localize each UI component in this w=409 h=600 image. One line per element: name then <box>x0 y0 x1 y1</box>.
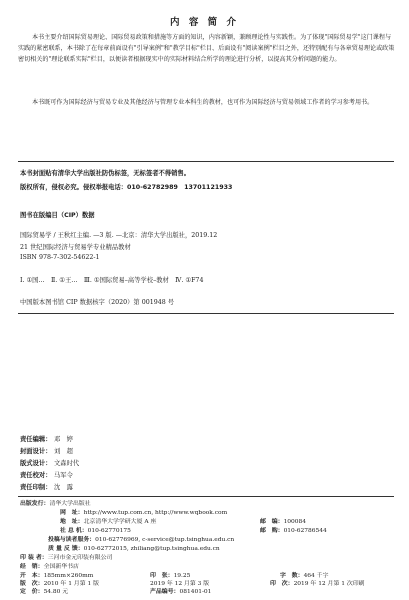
proofreader-value: 马军令 <box>54 472 73 479</box>
intro-paragraph-2: 本书既可作为国际经济与贸易专业及其他经济与管理专业本科生的教材，也可作为国际经济与贸易领域工作者的学习参考用书。 <box>32 99 374 106</box>
cover-design-row <box>20 446 73 455</box>
divider-3 <box>18 496 394 497</box>
mail-order-row <box>260 527 327 535</box>
page-title: 内 容 简 介 <box>170 17 239 28</box>
editor-row <box>20 434 73 443</box>
price-row <box>20 588 68 596</box>
cip-heading: 图书在版编目（CIP）数据 <box>20 212 95 219</box>
sheets-label: 印 张： <box>150 573 174 579</box>
proofreader-row <box>20 470 73 479</box>
edition-label: 版 次： <box>20 581 44 587</box>
zip-row <box>260 518 306 526</box>
distributor-label: 经 销： <box>20 564 44 570</box>
quality-feedback-row <box>48 545 220 553</box>
publisher-row <box>20 500 91 508</box>
cip-record-number: 中国版本图书馆 CIP 数据核字（2020）第 001948 号 <box>20 299 175 306</box>
format-label: 开 本： <box>20 573 44 579</box>
quality-feedback-label: 质 量 反 馈： <box>48 546 84 552</box>
printing-value: 2019 年 12 月第 1 次印刷 <box>293 581 365 587</box>
contribution-label: 投稿与读者服务： <box>48 537 96 543</box>
zip-label: 邮 编： <box>260 519 284 525</box>
address-value: 北京清华大学学研大厦 A 座 <box>83 519 157 525</box>
price-value: 54.80 元 <box>43 589 69 595</box>
publisher-label: 出版发行： <box>20 501 50 507</box>
quality-feedback-value: 010-62772015, zhiliang@tup.tsinghua.edu.cn <box>83 546 220 552</box>
cover-design-label: 封面设计： <box>20 448 52 455</box>
printing-row <box>270 580 365 588</box>
copyright-notice: 版权所有，侵权必究。侵权举报电话：010-62782989 13701121933 <box>20 184 233 191</box>
words-label: 字 数： <box>280 573 304 579</box>
edition-first: 2010 年 1 月第 1 版 <box>43 581 99 587</box>
website-value: http://www.tup.com.cn, http://www.wqbook.com <box>83 510 228 516</box>
cip-classification: Ⅰ. ①国… Ⅱ. ①王… Ⅲ. ①国际贸易–高等学校–教材 Ⅳ. ①F74 <box>20 277 204 284</box>
contribution-row <box>48 536 234 544</box>
printing-supervisor-value: 沈 露 <box>54 484 73 491</box>
layout-design-row <box>20 458 79 467</box>
sheets-value: 19.25 <box>173 573 191 579</box>
anti-counterfeit-notice: 本书封面贴有清华大学出版社防伪标签，无标签者不得销售。 <box>20 170 191 177</box>
switchboard-label: 社 总 机： <box>60 528 88 534</box>
divider-1 <box>18 161 394 162</box>
printing-supervisor-row <box>20 482 73 491</box>
product-code-value: 081401-01 <box>179 589 212 595</box>
intro-paragraph-1: 本书主要介绍国际贸易理论、国际贸易政策和措施等方面的知识，内容新颖，兼顾理论性与实践性。为了体现"国际贸易学"这门课程与实践的紧密联系，本书除了在每章前面设有"引导案例"和"教学目标"栏目、后面设有"阅读案例"栏目之外，还特别配有与各章贸易理论或政策密切相关的"理论联系实际"栏目，以便读者根据现实中的实际材料结合所学的理论进行分析，以提高其分析问题的能力。 <box>18 34 395 64</box>
switchboard-row <box>60 527 131 535</box>
printer-value: 三河市金元印装有限公司 <box>47 555 113 561</box>
address-row <box>60 518 156 526</box>
website-row <box>60 509 227 517</box>
product-code-row <box>150 588 211 596</box>
editor-value: 邓 婷 <box>54 436 73 443</box>
mail-order-value: 010-62786544 <box>283 528 327 534</box>
printing-label: 印 次： <box>270 581 294 587</box>
switchboard-value: 010-62770175 <box>87 528 131 534</box>
divider-2 <box>18 313 394 314</box>
sheets-row <box>150 572 190 580</box>
zip-value: 100084 <box>283 519 307 525</box>
layout-design-label: 版式设计： <box>20 460 52 467</box>
distributor-value: 全国新华书店 <box>43 564 79 570</box>
cip-isbn: ISBN 978-7-302-54622-1 <box>20 254 100 261</box>
words-row <box>280 572 328 580</box>
address-label: 地 址： <box>60 519 84 525</box>
contribution-value: 010-62776969, c-service@tup.tsinghua.edu.cn <box>95 537 235 543</box>
words-value: 464 千字 <box>303 573 329 579</box>
format-value: 185mm×260mm <box>43 573 94 579</box>
distributor-row <box>20 563 79 571</box>
product-code-label: 产品编号： <box>150 589 180 595</box>
printing-supervisor-label: 责任印制： <box>20 484 52 491</box>
format-row <box>20 572 93 580</box>
publisher-name: 清华大学出版社 <box>49 501 91 507</box>
printer-label: 印 装 者： <box>20 555 48 561</box>
edition-line <box>20 580 99 588</box>
edition-third: 2019 年 12 月第 3 版 <box>150 581 210 587</box>
layout-design-value: 文森时代 <box>54 460 80 467</box>
mail-order-label: 邮 购： <box>260 528 284 534</box>
cover-design-value: 刘 超 <box>54 448 73 455</box>
website-label: 网 址： <box>60 510 84 516</box>
editor-label: 责任编辑： <box>20 436 52 443</box>
cip-line-1: 国际贸易学 / 王秋红主编. —3 版. —北京：清华大学出版社，2019.12 <box>20 232 218 239</box>
proofreader-label: 责任校对： <box>20 472 52 479</box>
printer-row <box>20 554 112 562</box>
cip-line-2: 21 世纪国际经济与贸易学专业精品教材 <box>20 244 131 251</box>
price-label: 定 价： <box>20 589 44 595</box>
